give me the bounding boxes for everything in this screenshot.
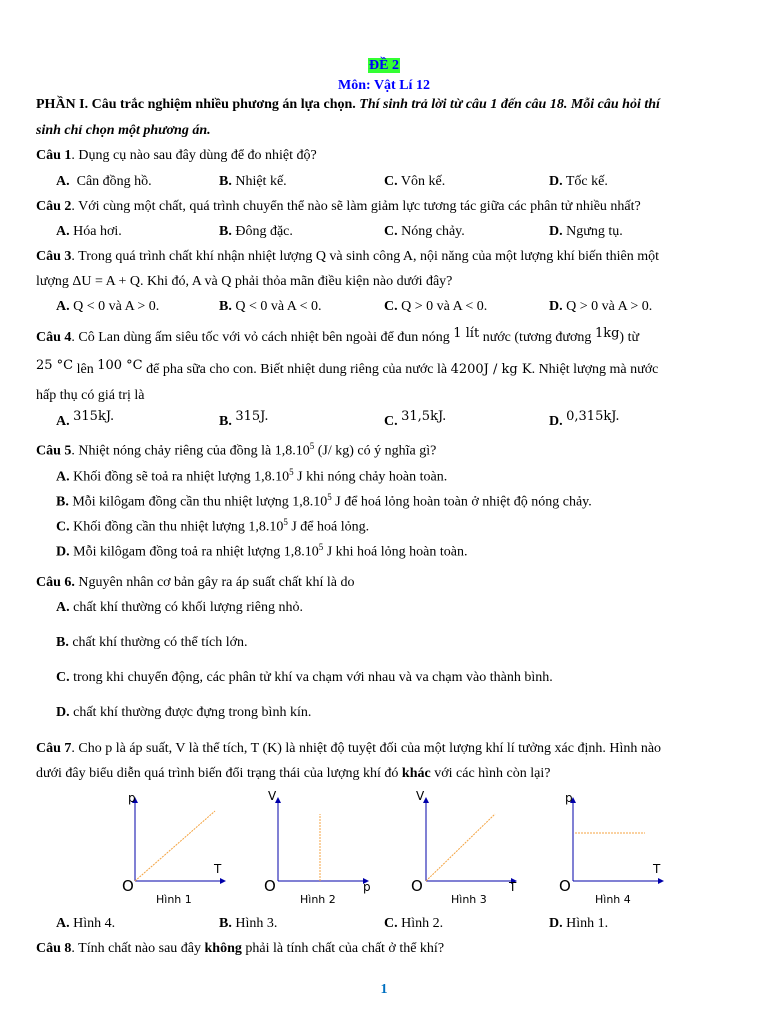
q4-option-a[interactable]: A. 315kJ. [56, 409, 115, 429]
question-8: Câu 8. Tính chất nào sau đây không phải là tính chất của chất ở thể khí? [36, 941, 445, 956]
graph-1-origin: O [122, 877, 134, 895]
q2-option-a[interactable]: A. Hóa hơi. [56, 224, 122, 239]
q5-option-a[interactable]: A. Khối đồng sẽ toả ra nhiệt lượng 1,8.10$^5$ J khi nóng chảy hoàn toàn. [56, 467, 448, 485]
q7-option-a[interactable]: A. Hình 4. [56, 916, 116, 931]
graph-4-ylabel: p [565, 791, 573, 805]
graph-3-caption: Hình 3 [451, 893, 487, 906]
q3-option-b[interactable]: B. Q < 0 và A < 0. [219, 299, 322, 314]
q5-option-d[interactable]: D. Mỗi kilôgam đồng toả ra nhiệt lượng 1,8.10$^5$ J khi hoá lỏng hoàn toàn. [56, 542, 468, 560]
q5-option-b[interactable]: B. Mỗi kilôgam đồng cần thu nhiệt lượng 1,8.10$^5$ J để hoá lỏng hoàn toàn ở nhiệt độ nóng chảy. [56, 492, 592, 510]
q1-option-b[interactable]: B. Nhiệt kế. [219, 174, 287, 189]
q7-option-b[interactable]: B. Hình 3. [219, 916, 278, 931]
question-1: Câu 1. Dụng cụ nào sau đây dùng để đo nhiệt độ? [36, 148, 317, 163]
subject-title: Môn: Vật Lí 12 [338, 78, 430, 93]
q4-option-b[interactable]: B. 315J. [219, 409, 269, 429]
exam-title: ĐỀ 2 [369, 58, 399, 73]
q7-option-d[interactable]: D. Hình 1. [549, 916, 609, 931]
q1-option-a[interactable]: A. Cân đồng hồ. [56, 174, 152, 189]
graph-3-ylabel: V [416, 789, 425, 803]
graph-1-caption: Hình 1 [156, 893, 192, 906]
q6-option-b[interactable]: B. chất khí thường có thể tích lớn. [56, 635, 248, 650]
q1-option-c[interactable]: C. Vôn kế. [384, 174, 446, 189]
graph-2-xlabel: p [363, 880, 371, 894]
graph-3 [411, 789, 517, 906]
q2-option-c[interactable]: C. Nóng chảy. [384, 224, 465, 239]
graph-1-ylabel: p [128, 791, 136, 805]
q2-option-b[interactable]: B. Đông đặc. [219, 224, 293, 239]
graph-4-origin: O [559, 877, 571, 895]
graph-2 [264, 789, 371, 906]
graph-1 [122, 791, 225, 906]
q6-option-d[interactable]: D. chất khí thường được đựng trong bình kín. [56, 705, 312, 720]
q7-option-c[interactable]: C. Hình 2. [384, 916, 444, 931]
q3-option-c[interactable]: C. Q > 0 và A < 0. [384, 299, 488, 314]
q1-option-d[interactable]: D. Tốc kế. [549, 174, 608, 189]
graph-1-xlabel: T [214, 862, 222, 876]
q6-option-a[interactable]: A. chất khí thường có khối lượng riêng nhỏ. [56, 600, 303, 615]
q4-option-c[interactable]: C. 31,5kJ. [384, 409, 447, 429]
graph-4 [559, 791, 663, 906]
q5-option-c[interactable]: C. Khối đồng cần thu nhiệt lượng 1,8.10$^5$ J để hoá lỏng. [56, 517, 370, 535]
graph-2-origin: O [264, 877, 276, 895]
q4-option-d[interactable]: D. 0,315kJ. [549, 409, 620, 429]
pvt-graphs [110, 786, 670, 910]
part1-instructions: PHẦN I. Câu trắc nghiệm nhiều phương án lựa chọn. Thí sinh trả lời từ câu 1 đến câu 18. Mỗi câu hỏi thí [36, 97, 660, 112]
page-number: 1 [380, 982, 388, 997]
question-5: Câu 5. Nhiệt nóng chảy riêng của đồng là 1,8.10$^5$ (J/ kg) có ý nghĩa gì? [36, 441, 437, 459]
q2-option-d[interactable]: D. Ngưng tụ. [549, 224, 623, 239]
question-3: Câu 3. Trong quá trình chất khí nhận nhiệt lượng Q và sinh công A, nội năng của một lượng khí biến thiên một [36, 249, 659, 264]
q3-option-a[interactable]: A. Q < 0 và A > 0. [56, 299, 160, 314]
question-2: Câu 2. Với cùng một chất, quá trình chuyển thể nào sẽ làm giảm lực tương tác giữa các phân tử nhiều nhất? [36, 199, 641, 214]
question-7: Câu 7. Cho p là áp suất, V là thể tích, T (K) là nhiệt độ tuyệt đối của một lượng khí lí tưởng xác định. Hình nào [36, 741, 662, 756]
graph-3-xlabel: T [509, 880, 517, 894]
graph-4-xlabel: T [653, 862, 661, 876]
question-4: Câu 4. Cô Lan dùng ấm siêu tốc với vỏ cách nhiệt bên ngoài để đun nóng 1 lít nước (tương đương 1kg) từ [36, 326, 640, 345]
q3-option-d[interactable]: D. Q > 0 và A > 0. [549, 299, 653, 314]
graph-3-origin: O [411, 877, 423, 895]
q6-option-c[interactable]: C. trong khi chuyển động, các phân tử khí va chạm với nhau và va chạm vào thành bình. [56, 670, 553, 685]
question-6: Câu 6. Nguyên nhân cơ bản gây ra áp suất chất khí là do [36, 575, 355, 590]
graph-4-caption: Hình 4 [595, 893, 631, 906]
graph-2-caption: Hình 2 [300, 893, 336, 906]
graph-2-ylabel: V [268, 789, 277, 803]
